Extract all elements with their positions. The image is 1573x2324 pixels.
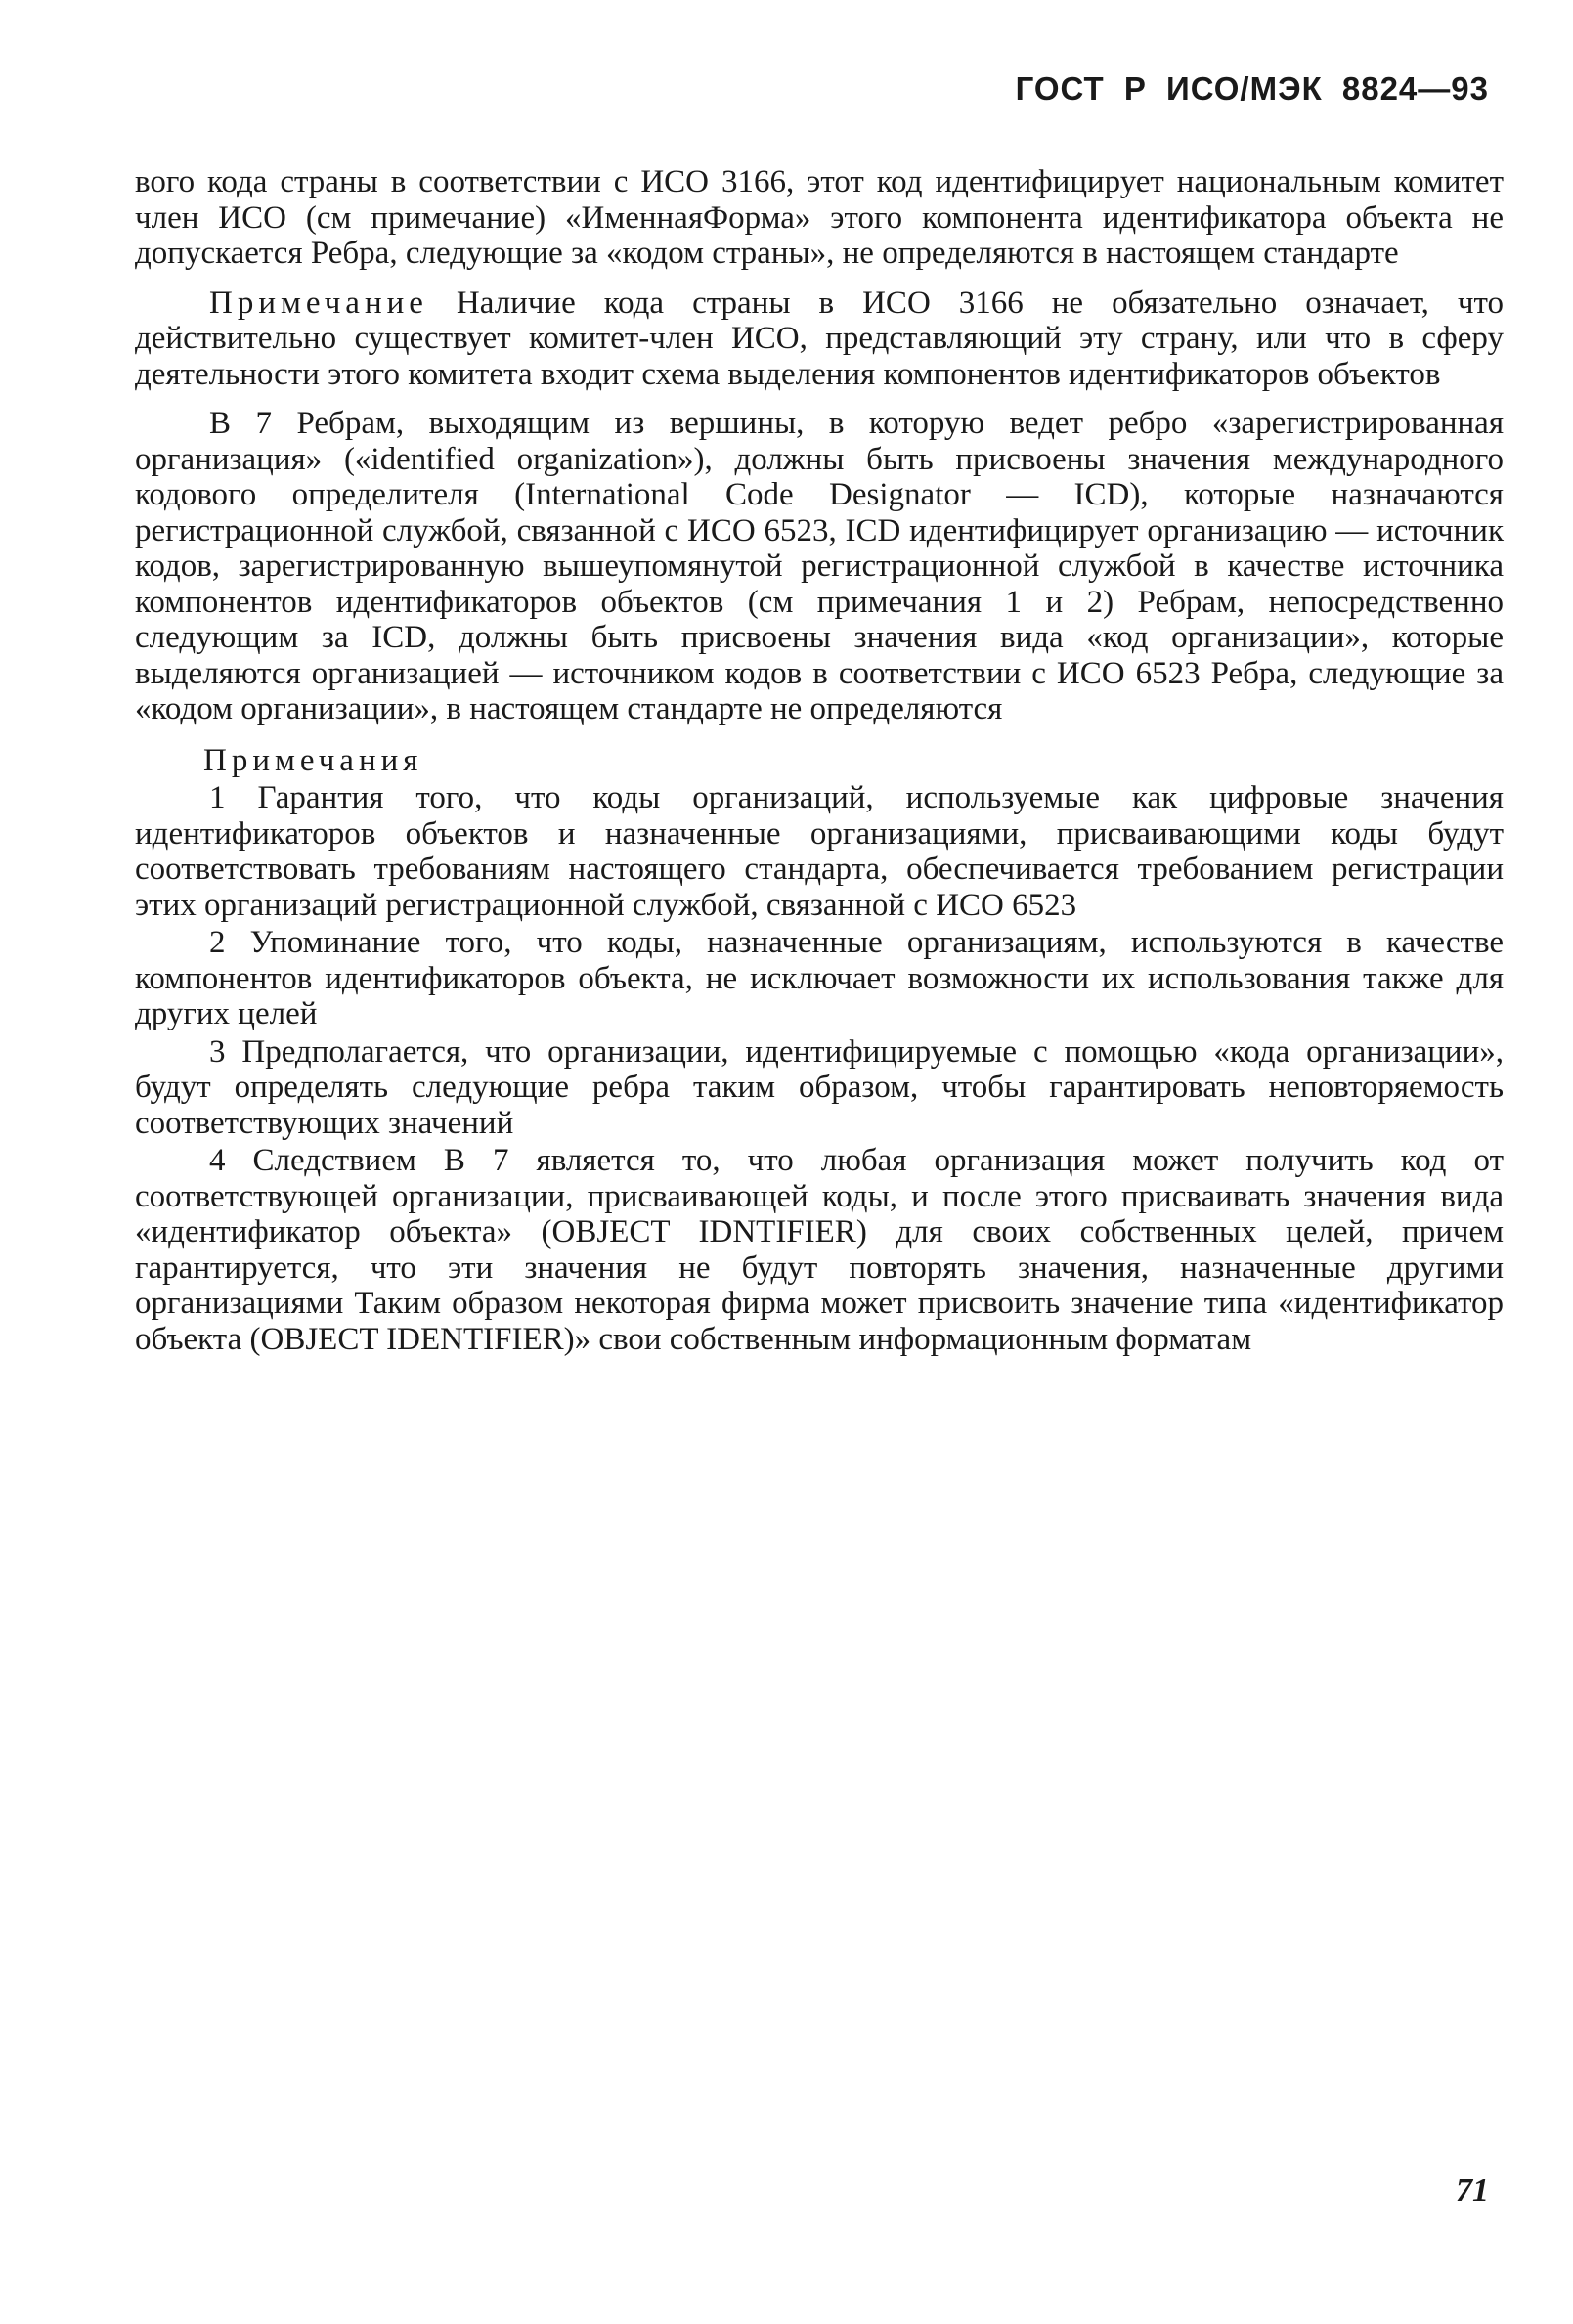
note-country-code xyxy=(135,285,1504,393)
notes-list xyxy=(135,780,1504,1357)
page-header: ГОСТ Р ИСО/МЭК 8824—93 xyxy=(1015,70,1489,107)
page-number: 71 xyxy=(1456,2172,1489,2209)
document-body xyxy=(135,164,1504,1357)
note-item-3: 3 Предполагается, что организации, идентифицируемые с помощью «кода организации», будут определять следующие ребра таким образом, чтобы гарантировать неповторяемость соответствующих значений xyxy=(135,1033,1504,1141)
paragraph-b7: В 7 Ребрам, выходящим из вершины, в которую ведет ребро «зарегистрированная организация» («identified organization»), должны быть присвоены значения международного кодового определителя (International Code Designator — ICD), которые назначаются регистрационной службой, связанной с ИСО 6523, ICD идентифицирует организацию — источник кодов, зарегистрированную вышеупомянутой регистрационной службой в качестве источника компонентов идентификаторов объектов (см примечания 1 и 2) Ребрам, непосредственно следующим за ICD, должны быть присвоены значения вида «код организации», которые выделяются организацией — источником кодов в соответствии с ИСО 6523 Ребра, следующие за «кодом организации», в настоящем стандарте не определяются xyxy=(135,406,1504,726)
note-label: Примечание xyxy=(209,285,428,321)
paragraph-country-code: вого кода страны в соответствии с ИСО 3166, этот код идентифицирует национальным комитет член ИСО (см примечание) «ИменнаяФорма» этого компонента идентификатора объекта не допускается Ребра, следующие за «кодом страны», не определяются в настоящем стандарте xyxy=(135,164,1504,271)
note-item-2: 2 Упоминание того, что коды, назначенные организациям, используются в качестве компонентов идентификаторов объекта, не исключает возможности их использования также для других целей xyxy=(135,925,1504,1031)
note-item-1: 1 Гарантия того, что коды организаций, используемые как цифровые значения идентификаторов объектов и назначенные организациями, присваивающими коды будут соответствовать требованиям настоящего стандарта, обеспечивается требованием регистрации этих организаций регистрационной службой, связанной с ИСО 6523 xyxy=(135,780,1504,923)
note-text: Наличие кода страны в ИСО 3166 не обязательно означает, что действительно существует комитет-член ИСО, представляющий эту страну, или что в сферу деятельности этого комитета входит схема выделения компонентов идентификаторов объектов xyxy=(135,285,1504,392)
notes-heading: Примечания xyxy=(203,742,423,778)
note-item-4: 4 Следствием В 7 является то, что любая организация может получить код от соответствующей организации, присваивающей коды, и после этого присваивать значения вида «идентификатор объекта» (OBJECT IDNTIFIER) для своих собственных целей, причем гарантируется, что эти значения не будут повторять значения, назначенные другими организациями Таким образом некоторая фирма может присвоить значение типа «идентификатор объекта (OBJECT IDENTIFIER)» свои собственным информационным форматам xyxy=(135,1143,1504,1357)
